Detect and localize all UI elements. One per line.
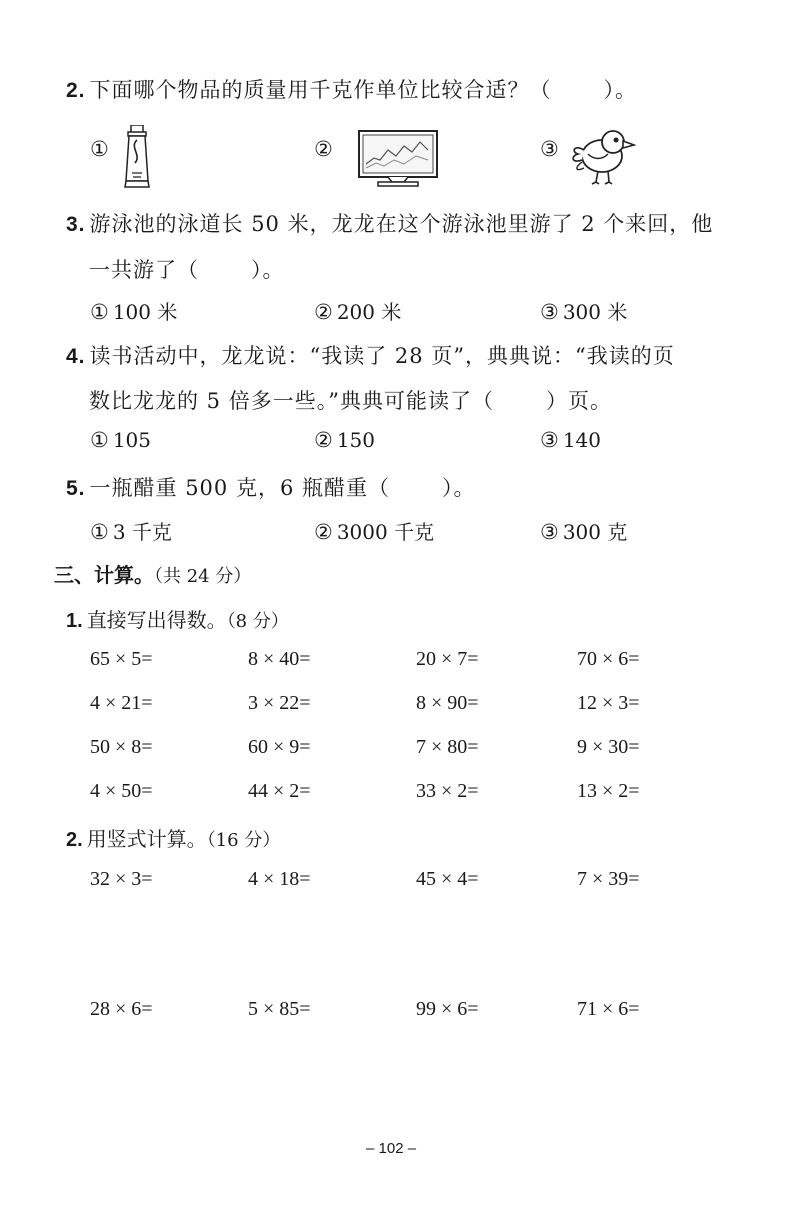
q2-option-2[interactable] <box>314 137 337 161</box>
calc-item[interactable]: 7 × 80= <box>416 736 479 758</box>
q5-option-1[interactable] <box>90 516 172 545</box>
option-mark: ③ <box>540 520 559 544</box>
option-mark: ① <box>90 137 109 161</box>
option-text: 150 <box>336 428 376 452</box>
option-mark: ③ <box>540 137 559 161</box>
calc-item[interactable]: 65 × 5= <box>90 648 153 670</box>
question-number: 3. <box>66 213 86 236</box>
option-text: 3000 千克 <box>336 520 435 544</box>
q3-option-2[interactable] <box>314 296 401 325</box>
calc-item[interactable]: 13 × 2= <box>577 780 640 802</box>
option-mark: ① <box>90 428 109 452</box>
vertical-calc-item[interactable]: 99 × 6= <box>416 998 479 1020</box>
subsection-points: （8 分） <box>226 611 289 632</box>
subsection-number: 1. <box>66 610 83 632</box>
calc-item[interactable]: 4 × 50= <box>90 780 153 802</box>
option-text: 200 米 <box>336 300 402 324</box>
option-mark: ② <box>314 520 333 544</box>
calc-item[interactable]: 8 × 90= <box>416 692 479 714</box>
q4-option-3[interactable] <box>540 428 601 452</box>
subsection-number: 2. <box>66 829 83 851</box>
calc-item[interactable]: 50 × 8= <box>90 736 153 758</box>
question-text-end: ）页。 <box>545 389 612 413</box>
option-mark: ③ <box>540 300 559 324</box>
calc-item[interactable]: 4 × 21= <box>90 692 153 714</box>
question-text: 一瓶醋重 500 克，6 瓶醋重（ <box>89 476 390 500</box>
question-3-line2 <box>89 254 285 284</box>
question-4 <box>66 340 675 370</box>
vertical-calc-item[interactable]: 4 × 18= <box>248 868 311 890</box>
option-text: 3 千克 <box>112 520 172 544</box>
subsection-title: 用竖式计算。 <box>86 827 207 851</box>
question-number: 4. <box>66 345 86 368</box>
q4-option-1[interactable] <box>90 428 151 452</box>
subsection-1-heading <box>66 604 289 633</box>
calc-item[interactable]: 20 × 7= <box>416 648 479 670</box>
question-4-line2 <box>89 385 612 415</box>
question-2 <box>66 74 637 104</box>
vertical-calc-item[interactable]: 28 × 6= <box>90 998 153 1020</box>
option-text: 100 米 <box>112 300 178 324</box>
calc-item[interactable]: 3 × 22= <box>248 692 311 714</box>
calc-item[interactable]: 8 × 40= <box>248 648 311 670</box>
subsection-title: 直接写出得数。 <box>86 608 227 632</box>
bird-icon <box>568 124 638 186</box>
option-text: 140 <box>562 428 602 452</box>
option-mark: ① <box>90 300 109 324</box>
calc-item[interactable]: 33 × 2= <box>416 780 479 802</box>
question-text: 数比龙龙的 5 倍多一些。”典典可能读了（ <box>89 389 494 413</box>
option-text: 105 <box>112 428 152 452</box>
tv-monitor-icon <box>358 130 438 188</box>
q5-option-3[interactable] <box>540 516 627 545</box>
subsection-points: （16 分） <box>206 830 281 851</box>
question-text-end: ）。 <box>603 78 638 102</box>
q3-option-3[interactable] <box>540 296 627 325</box>
section-heading <box>54 559 251 588</box>
question-text: 一共游了（ <box>89 258 199 282</box>
question-text-end: ）。 <box>441 476 476 500</box>
q4-option-2[interactable] <box>314 428 375 452</box>
option-mark: ③ <box>540 428 559 452</box>
option-mark: ② <box>314 137 333 161</box>
section-title: 三、计算。 <box>54 563 154 587</box>
vertical-calc-item[interactable]: 71 × 6= <box>577 998 640 1020</box>
calc-item[interactable]: 70 × 6= <box>577 648 640 670</box>
question-text: 下面哪个物品的质量用千克作单位比较合适？（ <box>89 78 552 102</box>
subsection-2-heading <box>66 823 280 852</box>
vertical-calc-item[interactable]: 32 × 3= <box>90 868 153 890</box>
question-text-end: ）。 <box>251 258 285 282</box>
q2-option-1[interactable] <box>90 137 113 161</box>
q3-option-1[interactable] <box>90 296 177 325</box>
question-5 <box>66 472 475 502</box>
option-text: 300 米 <box>562 300 628 324</box>
option-mark: ② <box>314 300 333 324</box>
toothpaste-icon <box>124 125 152 189</box>
calc-item[interactable]: 9 × 30= <box>577 736 640 758</box>
question-3 <box>66 208 713 238</box>
page-number: – 102 – <box>366 1140 417 1157</box>
calc-item[interactable]: 12 × 3= <box>577 692 640 714</box>
q2-option-3[interactable] <box>540 137 563 161</box>
question-text-line1: 游泳池的泳道长 50 米，龙龙在这个游泳池里游了 2 个来回，他 <box>89 212 714 236</box>
q5-option-2[interactable] <box>314 516 434 545</box>
question-text-line1: 读书活动中，龙龙说：“我读了 28 页”，典典说：“我读的页 <box>89 344 675 368</box>
option-mark: ② <box>314 428 333 452</box>
question-number: 5. <box>66 477 86 500</box>
calc-item[interactable]: 60 × 9= <box>248 736 311 758</box>
vertical-calc-item[interactable]: 5 × 85= <box>248 998 311 1020</box>
option-text: 300 克 <box>562 520 628 544</box>
section-points: （共 24 分） <box>154 566 252 587</box>
vertical-calc-item[interactable]: 45 × 4= <box>416 868 479 890</box>
option-mark: ① <box>90 520 109 544</box>
calc-item[interactable]: 44 × 2= <box>248 780 311 802</box>
question-number: 2. <box>66 79 86 102</box>
vertical-calc-item[interactable]: 7 × 39= <box>577 868 640 890</box>
